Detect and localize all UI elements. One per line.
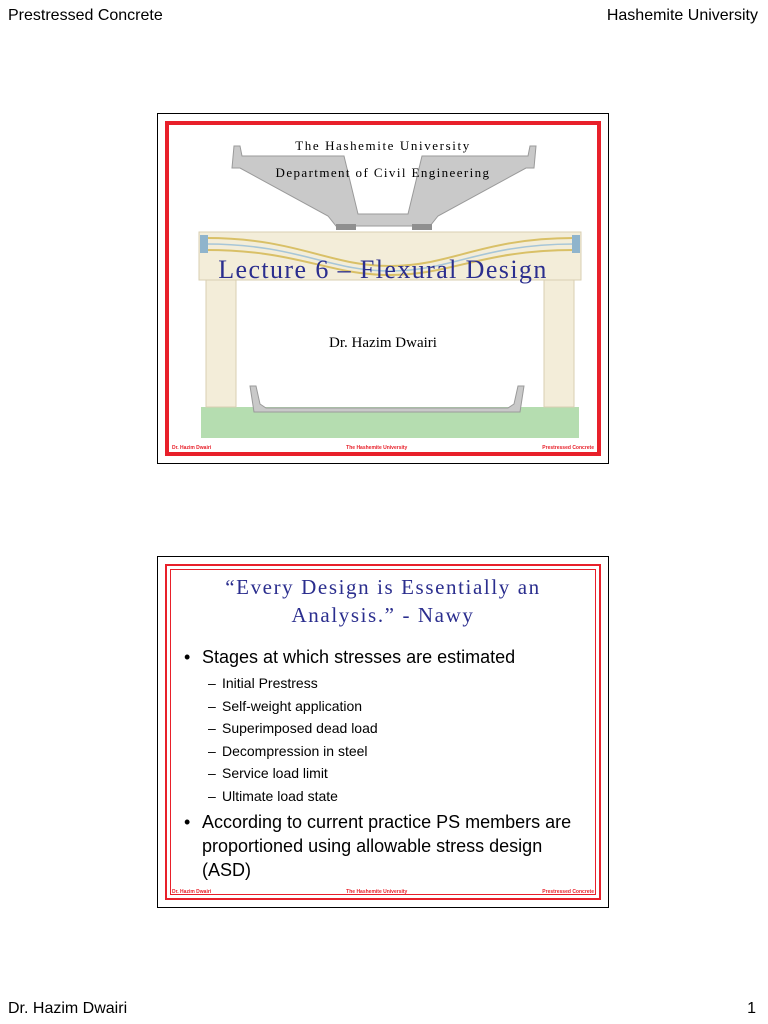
list-item: – Initial Prestress: [208, 675, 318, 691]
lecture-title: Lecture 6 – Flexural Design: [218, 255, 548, 284]
list-item-text: Decompression in steel: [222, 742, 368, 759]
list-item-text: Initial Prestress: [222, 675, 318, 691]
page-header-right: Hashemite University: [606, 7, 758, 24]
slide-2: [157, 556, 609, 908]
list-item-text: Superimposed dead load: [222, 720, 378, 736]
slide-1-footer: [172, 445, 594, 451]
slide-footer-left: Dr. Hazim Dwairi: [172, 445, 212, 451]
slide-footer-center: The Hashemite University: [346, 889, 408, 895]
list-item: – Superimposed dead load: [208, 720, 378, 736]
list-item: – Decompression in steel: [208, 742, 368, 759]
bullet-dot: •: [184, 812, 191, 832]
slide-2-title: [158, 573, 608, 629]
slide-1: [157, 113, 609, 464]
list-item: – Service load limit: [208, 765, 328, 781]
page-number: 1: [747, 1000, 756, 1017]
bullet-2: [184, 810, 586, 882]
page-header-left: Prestressed Concrete: [8, 7, 163, 24]
slide-footer-center: The Hashemite University: [346, 445, 408, 451]
bullet-1: [184, 645, 586, 669]
list-item-text: Ultimate load state: [222, 787, 338, 804]
slide-2-footer: [172, 889, 594, 895]
list-item: – Ultimate load state: [208, 787, 338, 804]
list-item-text: Self-weight application: [222, 697, 363, 714]
bullet-1-text: Stages at which stresses are estimated: [202, 647, 516, 667]
slide-footer-right: Prestressed Concrete: [542, 445, 594, 451]
department-name: Department of Civil Engineering: [275, 165, 491, 180]
slide-2-title-line-1: “Every Design is Essentially an: [225, 575, 541, 599]
author-name: Dr. Hazim Dwairi: [329, 335, 437, 351]
slide-footer-right: Prestressed Concrete: [542, 889, 594, 895]
university-name: The Hashemite University: [295, 138, 471, 153]
list-item: – Self-weight application: [208, 697, 363, 714]
page-footer-left: Dr. Hazim Dwairi: [8, 1000, 128, 1017]
list-item-text: Service load limit: [222, 765, 328, 781]
bullet-2-text: According to current practice PS members are proportioned using allowable stress design (ASD): [202, 812, 572, 880]
slide-2-title-line-2: Analysis.” - Nawy: [291, 603, 475, 627]
bullet-dot: •: [184, 647, 191, 667]
slide-footer-left: Dr. Hazim Dwairi: [172, 889, 212, 895]
stages-list: [208, 672, 378, 807]
